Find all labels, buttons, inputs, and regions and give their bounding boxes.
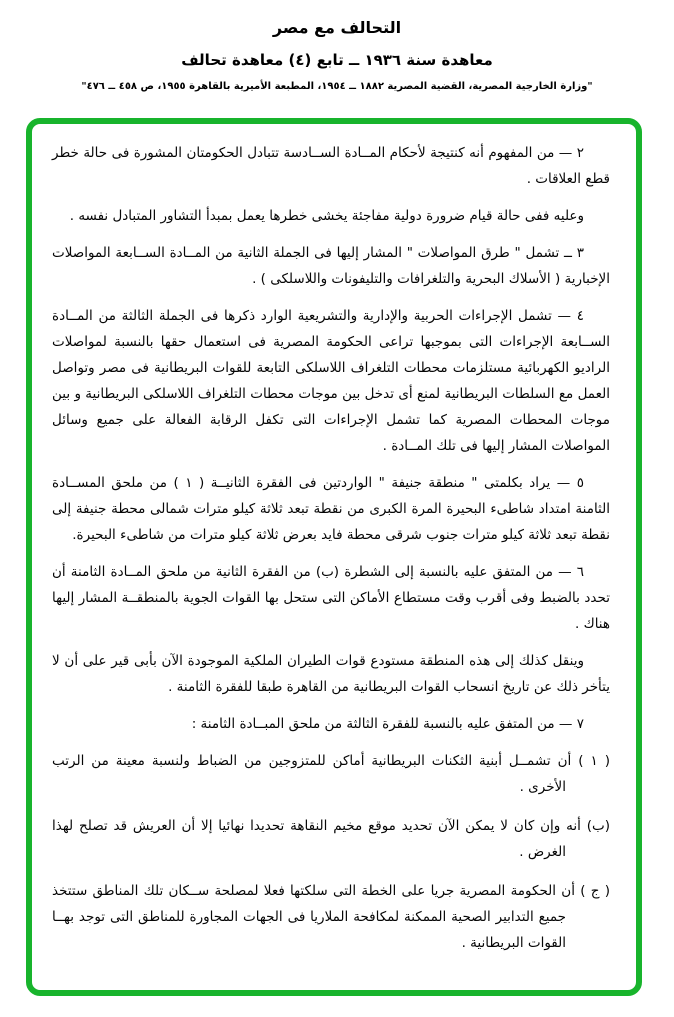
- sub-clause: ( ج ) أن الحكومة المصرية جريا على الخطة التى سلكتها فعلا لمصلحة ســكان تلك المناطق ستتخذ جميع التدابير الصحية الممكنة لمكافحة الملاريا فى الجهات المجاورة للمناطق التى توجد بهــا القوات البريطانية .: [52, 883, 610, 951]
- source-citation: "وزارة الخارجية المصرية، القضية المصرية ١٨٨٢ ــ ١٩٥٤، المطبعة الأميرية بالقاهرة ١٩٥٥، ص ٤٥٨ ــ ٤٧٦": [81, 81, 593, 92]
- sub-clause: ( ١ ) أن تشمــل أبنية الثكنات البريطانية أماكن للمتزوجين من الضباط ولنسبة معينة من الرتب الأخرى .: [52, 753, 610, 795]
- clause: ٢ — من المفهوم أنه كنتيجة لأحكام المــادة الســادسة تتبادل الحكومتان المشورة فى حالة خطر قطع العلاقات .: [52, 145, 610, 187]
- treaty-clauses: [52, 140, 610, 956]
- sub-clause: (ب) أنه وإن كان لا يمكن الآن تحديد موقع مخيم النقاهة تحديدا نهائيا إلا أن العريش قد تصلح لهذا الغرض .: [52, 818, 610, 860]
- clause-marker: ( ج ): [574, 883, 610, 899]
- green-highlight-frame: [26, 118, 642, 996]
- clause: ٣ ــ تشمل " طرق المواصلات " المشار إليها فى الجملة الثانية من المــادة الســابعة المواصلات الإخبارية ( الأسلاك البحرية والتلغرافات والتليفونات واللاسلكى ) .: [52, 245, 610, 287]
- clause-marker: ٣ ــ: [559, 245, 584, 261]
- clause-marker: (ب): [580, 818, 610, 834]
- clause-marker: ٤ —: [551, 308, 584, 324]
- clause: ٧ — من المتفق عليه بالنسبة للفقرة الثالثة من ملحق المبــادة الثامنة :: [191, 716, 584, 732]
- clause-marker: ٥ —: [550, 475, 584, 491]
- clause: وينقل كذلك إلى هذه المنطقة مستودع قوات الطيران الملكية الموجودة الآن بأبى قير على أن لا يتأخر ذلك عن تاريخ انسحاب القوات البريطانية من القاهرة طبقا للفقرة الثامنة .: [52, 653, 610, 695]
- clause-marker: ٦ —: [552, 564, 584, 580]
- clause: ٦ — من المتفق عليه بالنسبة إلى الشطرة (ب) من الفقرة الثانية من ملحق المــادة الثامنة أن تحدد بالضبط وفى أقرب وقت مستطاع الأماكن التى ستحل بها القوات الجوية بالمنطقــة المشار إليها هناك .: [52, 564, 610, 632]
- document-title: التحالف مع مصر: [272, 18, 402, 37]
- clause-marker: ٢ —: [554, 145, 584, 161]
- clause: ٤ — تشمل الإجراءات الحربية والإدارية والتشريعية الوارد ذكرها فى الجملة الثالثة من المــادة الســابعة الإجراءات التى بموجبها تراعى الحكومة المصرية فى استعمال حقها بالنسبة لمواصلات الراديو الكهربائية مستلزمات محطات التلغراف اللاسلكى التابعة للقوات البريطانية فى مصر وتواصل العمل مع السلطات البريطانية لمنع أى تدخل بين موجات محطات التلغراف اللاسلكى البريطانية و بين موجات المحطات المصرية كما تشمل الإجراءات التى تكفل الرقابة الفعالة على جميع وسائل المواصلات المشار إليها فى تلك المــادة .: [52, 308, 610, 454]
- clause: وعليه ففى حالة قيام ضرورة دولية مفاجئة يخشى خطرها يعمل بمبدأ التشاور المتبادل نفسه .: [69, 208, 584, 224]
- clause-marker: ٧ —: [554, 716, 584, 732]
- clause-marker: ( ١ ): [571, 753, 610, 769]
- document-header: [0, 0, 674, 92]
- treaty-subtitle: معاهدة سنة ١٩٣٦ ــ تابع (٤) معاهدة تحالف: [181, 51, 493, 69]
- clause: ٥ — يراد بكلمتى " منطقة جنيفة " الواردتين فى الفقرة الثانيــة ( ١ ) من ملحق المســادة الثامنة امتداد شاطىء البحيرة المرة الكبرى من نقطة تبعد ثلاثة كيلو مترات شمالى محطة جنيفة إلى نقطة تبعد ثلاثة كيلو مترات جنوب شرقى محطة فايد بعرض ثلاثة كيلو مترات من شاطىء البحيرة.: [52, 475, 610, 543]
